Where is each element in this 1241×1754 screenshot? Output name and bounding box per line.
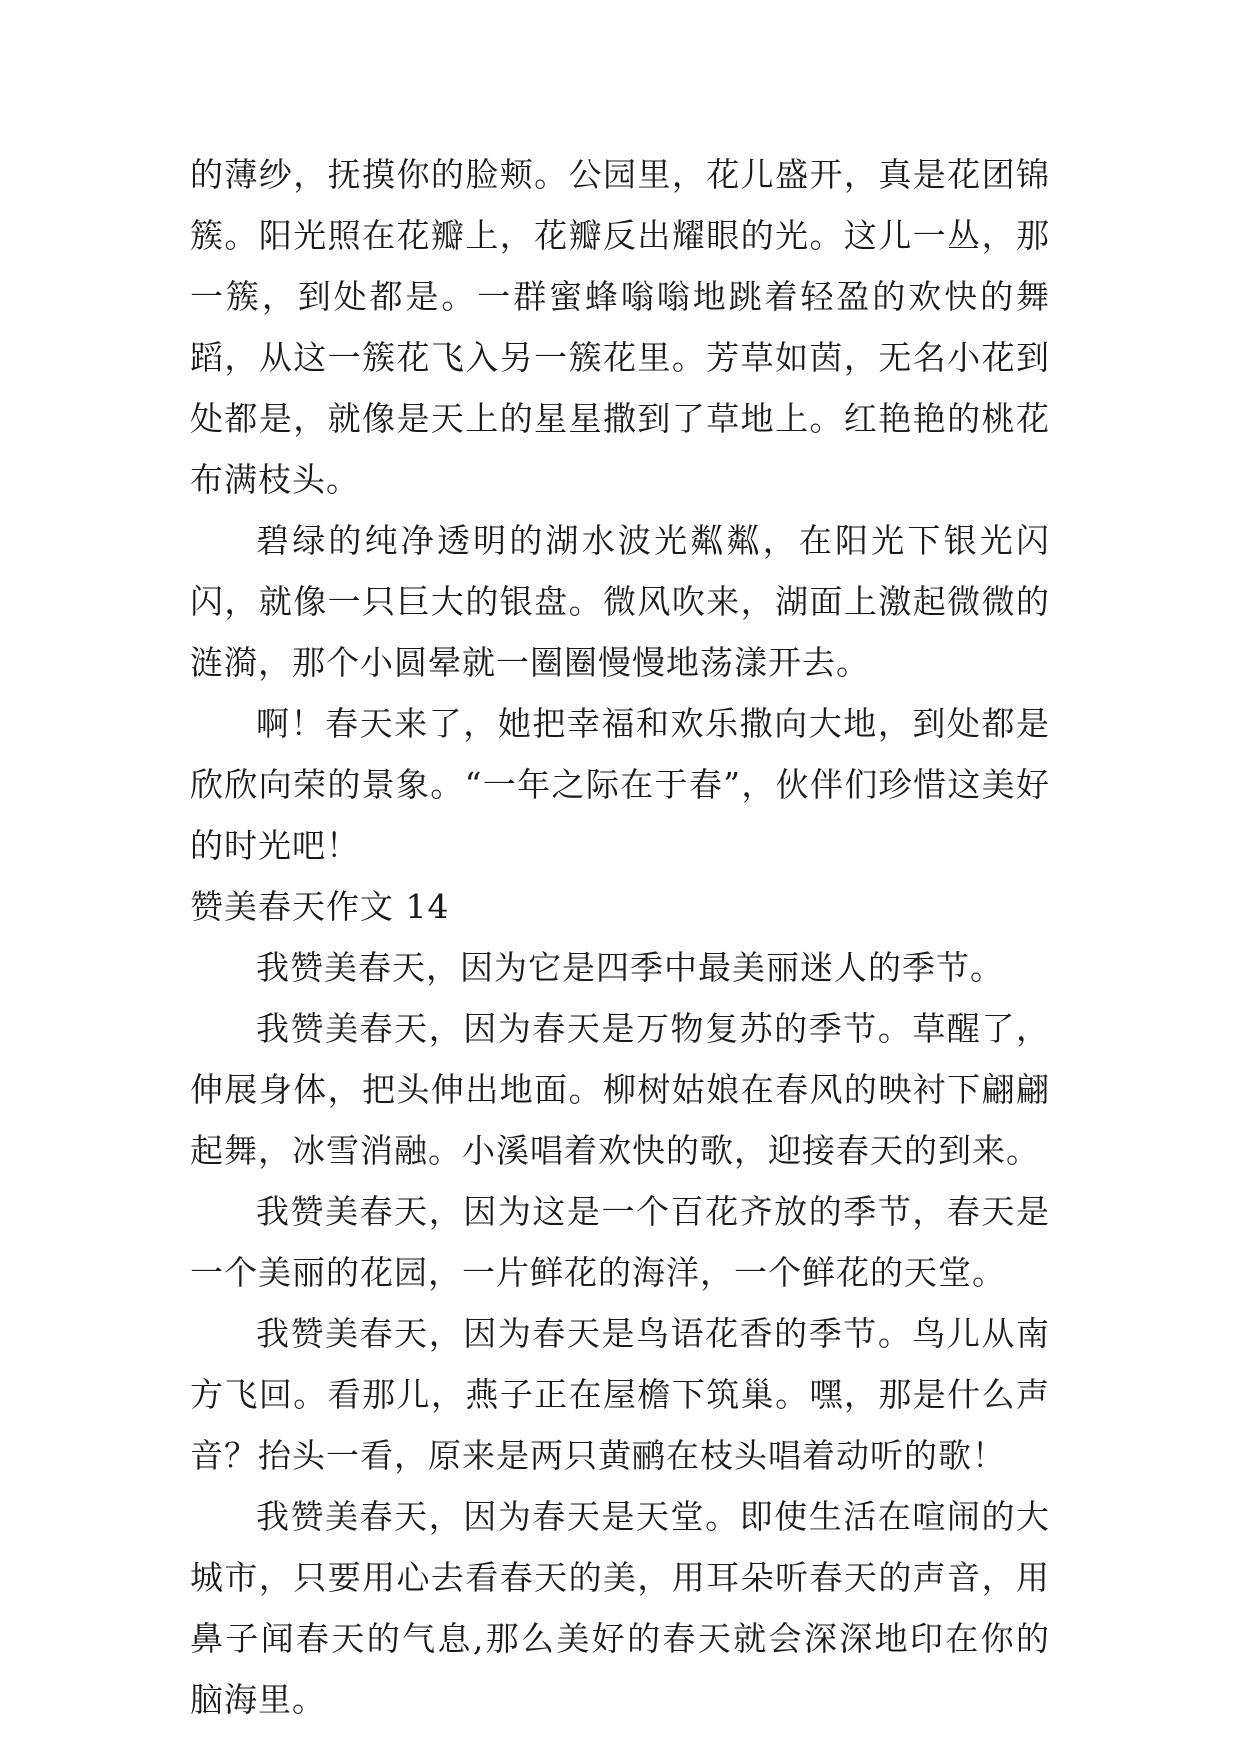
paragraph-praise-2: 我赞美春天，因为春天是万物复苏的季节。草醒了，伸展身体，把头伸出地面。柳树姑娘在春风的映衬下翩翩起舞，冰雪消融。小溪唱着欢快的歌，迎接春天的到来。: [190, 1009, 1050, 1170]
document-body: [190, 144, 1050, 1730]
paragraph-praise-3: 我赞美春天，因为这是一个百花齐放的季节，春天是一个美丽的花园，一片鲜花的海洋，一个鲜花的天堂。: [190, 1192, 1050, 1292]
paragraph-praise-1: 我赞美春天，因为它是四季中最美丽迷人的季节。: [256, 948, 1004, 987]
paragraph-praise-4: 我赞美春天，因为春天是鸟语花香的季节。鸟儿从南方飞回。看那儿，燕子正在屋檐下筑巢。嘿，那是什么声音？抬头一看，原来是两只黄鹂在枝头唱着动听的歌！: [190, 1314, 1050, 1475]
paragraph-continued: 的薄纱，抚摸你的脸颊。公园里，花儿盛开，真是花团锦簇。阳光照在花瓣上，花瓣反出耀眼的光。这儿一丛，那一簇，到处都是。一群蜜蜂嗡嗡地跳着轻盈的欢快的舞蹈，从这一簇花飞入另一簇花里。芳草如茵，无名小花到处都是，就像是天上的星星撒到了草地上。红艳艳的桃花布满枝头。: [190, 155, 1050, 499]
essay-title: 赞美春天作文 14: [190, 887, 450, 926]
paragraph-praise-5: 我赞美春天，因为春天是天堂。即使生活在喧闹的大城市，只要用心去看春天的美，用耳朵听春天的声音，用鼻子闻春天的气息,那么美好的春天就会深深地印在你的脑海里。: [190, 1497, 1050, 1719]
paragraph-lake: 碧绿的纯净透明的湖水波光粼粼，在阳光下银光闪闪，就像一只巨大的银盘。微风吹来，湖面上激起微微的涟漪，那个小圆晕就一圈圈慢慢地荡漾开去。: [190, 521, 1050, 682]
paragraph-spring-arrives: 啊！春天来了，她把幸福和欢乐撒向大地，到处都是欣欣向荣的景象。“一年之际在于春”，伙伴们珍惜这美好的时光吧！: [190, 704, 1050, 865]
